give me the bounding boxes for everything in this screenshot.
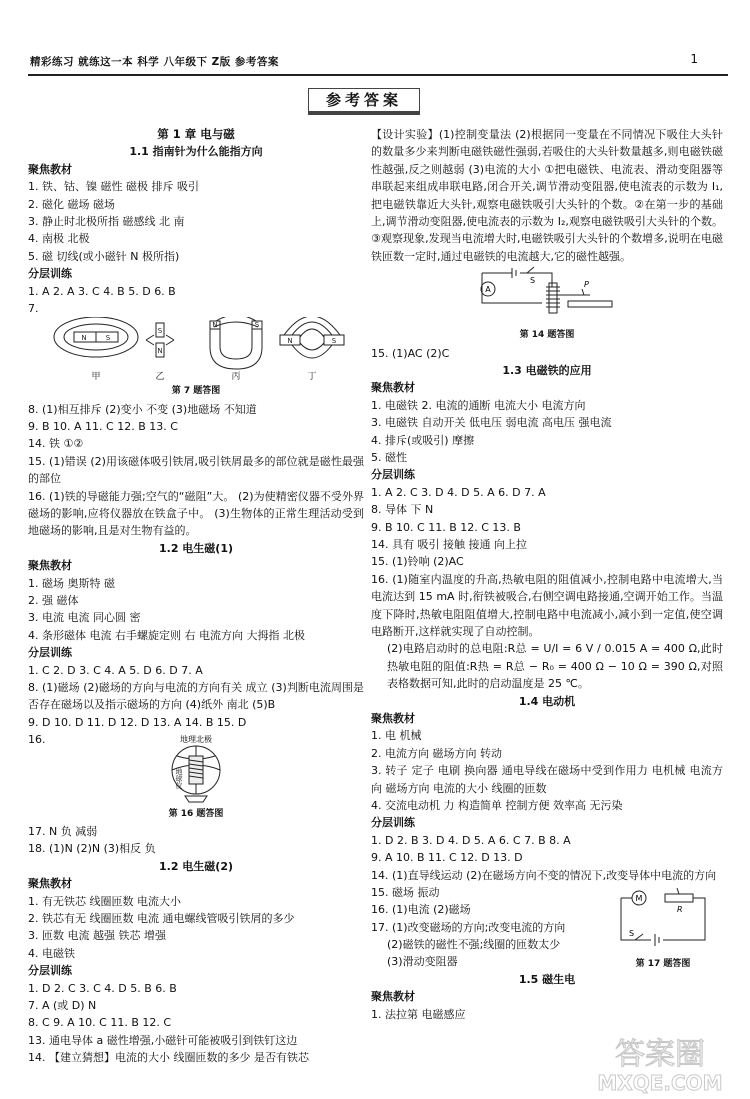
answer-line: 15. (1)错误 (2)用该磁体吸引铁屑,吸引铁屑最多的部位就是磁性最强的部位 bbox=[28, 454, 364, 486]
answer-line: 5. 磁性 bbox=[371, 450, 407, 464]
answer-line: 9. D 10. D 11. D 12. D 13. A 14. B 15. D bbox=[28, 715, 247, 729]
answer-line: 1. 法拉第 电磁感应 bbox=[371, 1007, 466, 1021]
answer-line: 15. 磁场 振动 bbox=[371, 885, 440, 899]
answer-line: 7. A (或 D) N bbox=[28, 998, 97, 1012]
figure-label-yi: 乙 bbox=[155, 372, 165, 383]
chapter-title: 第 1 章 电与磁 bbox=[157, 127, 235, 141]
pole-label: N bbox=[212, 321, 218, 330]
answer-line: (2)磁铁的磁性不强;线圈的匝数太少 bbox=[387, 938, 561, 952]
subheading: 聚焦教材 bbox=[28, 162, 72, 176]
section-title: 1.3 电磁铁的应用 bbox=[502, 364, 592, 378]
answer-line: (2)电路启动时的总电阻:R总 = U/I = 6 V / 0.015 A = 400 Ω,此时热敏电阻的阻值:R热 = R总 − R₀ = 400 Ω − 10 Ω = 390 Ω,对照表格数据可知,此时的启动温度是 25 ℃。 bbox=[387, 642, 723, 691]
pole-label: S bbox=[254, 321, 260, 330]
answer-line: 3. 转子 定子 电刷 换向器 通电导线在磁场中受到作用力 电机械 电流方向 磁场方向 电流的大小 线圈的匝数 bbox=[371, 764, 723, 795]
answer-line: 5. 磁 切线(或小磁针 N 极所指) bbox=[28, 249, 180, 263]
answer-line: 15. (1)AC (2)C bbox=[371, 346, 450, 360]
subheading: 聚焦教材 bbox=[28, 877, 72, 891]
answer-line: 4. 南极 北极 bbox=[28, 232, 90, 246]
subheading: 聚焦教材 bbox=[371, 711, 415, 725]
answer-line: 14. 具有 吸引 接触 接通 向上拉 bbox=[371, 537, 527, 551]
switch-label: S bbox=[629, 928, 635, 938]
pole-label: N bbox=[287, 337, 293, 346]
answer-line: 14. 铁 ①② bbox=[28, 437, 84, 451]
answer-line: 3. 匝数 电流 越强 铁芯 增强 bbox=[28, 929, 166, 943]
answer-line: 8. (1)磁场 (2)磁场的方向与电流的方向有关 成立 (3)判断电流周围是否存在磁场以及指示磁场的方向 (4)纸外 南北 (5)B bbox=[28, 681, 364, 712]
motor-circuit-figure bbox=[611, 884, 715, 954]
answer-line: 16. bbox=[28, 733, 46, 747]
answer-line: 2. 磁化 磁场 磁场 bbox=[28, 197, 115, 211]
page-title: 参考答案 bbox=[308, 88, 420, 115]
answer-line: 1. 电 机械 bbox=[371, 729, 422, 743]
section-title: 1.2 电生磁(1) bbox=[158, 541, 234, 555]
answer-line: 18. (1)N (2)N (3)相反 负 bbox=[28, 842, 156, 856]
answer-line: 16. (1)电流 (2)磁场 bbox=[371, 903, 471, 917]
motor-label: M bbox=[635, 893, 643, 903]
answer-line: 4. 条形磁体 电流 右手螺旋定则 右 电流方向 大拇指 北极 bbox=[28, 628, 305, 642]
running-header: 精彩练习 就练这一本 科学 八年级下 Z版 参考答案 bbox=[30, 56, 279, 68]
pole-label: N bbox=[157, 347, 163, 356]
switch-label: S bbox=[530, 276, 536, 286]
pole-label: S bbox=[157, 327, 163, 336]
subheading: 分层训练 bbox=[28, 267, 72, 281]
figure-caption: 第 14 题答图 bbox=[519, 330, 575, 341]
answer-line: 9. B 10. A 11. C 12. B 13. C bbox=[28, 420, 178, 434]
watermark-url: MXQE.COM bbox=[597, 1071, 723, 1095]
answer-line: 3. 电磁铁 自动开关 低电压 弱电流 高电压 强电流 bbox=[371, 416, 612, 430]
answer-line: 2. 电流方向 磁场方向 转动 bbox=[371, 746, 502, 760]
answer-line: 8. 导体 下 N bbox=[371, 503, 434, 517]
figure-label-jia: 甲 bbox=[91, 372, 101, 383]
subheading: 聚焦教材 bbox=[28, 559, 72, 573]
section-title: 1.5 磁生电 bbox=[518, 972, 576, 986]
figure-caption: 第 16 题答图 bbox=[168, 808, 224, 819]
figure-label: 地理北极 bbox=[180, 734, 212, 744]
figure-caption: 第 17 题答图 bbox=[635, 958, 691, 969]
figure-label-ding: 丁 bbox=[307, 372, 317, 383]
slider-label: P bbox=[584, 280, 589, 290]
answer-line: 1. D 2. B 3. D 4. D 5. A 6. C 7. B 8. A bbox=[371, 833, 571, 847]
answer-line: 16. (1)随室内温度的升高,热敏电阻的阻值减小,控制电路中电流增大,当电流达到 15 mA 时,衔铁被吸合,右侧空调电路接通,空调开始工作。当温度下降时,热敏电阻阻值增大,控制电路中电流减小,减小到一定值,使空调电路断开,这样就实现了自动控制。 bbox=[371, 572, 723, 638]
globe-figure bbox=[131, 732, 261, 806]
answer-line: 2. 铁芯有无 线圈匝数 电流 通电螺线管吸引铁屑的多少 bbox=[28, 911, 295, 925]
subheading: 分层训练 bbox=[371, 468, 415, 482]
answer-line: 14. 【建立猜想】电流的大小 线圈匝数的多少 是否有铁芯 bbox=[28, 1051, 309, 1065]
answer-line: 4. 电磁铁 bbox=[28, 946, 75, 960]
figure-label: 地球仪 bbox=[175, 767, 183, 789]
answer-line: 3. 静止时北极所指 磁感线 北 南 bbox=[28, 214, 185, 228]
header-rule bbox=[28, 74, 728, 76]
answer-line: 9. B 10. C 11. B 12. C 13. B bbox=[371, 520, 521, 534]
answer-line: 1. 有无铁芯 线圈匝数 电流大小 bbox=[28, 894, 181, 908]
answer-line: 4. 交流电动机 力 构造简单 控制方便 效率高 无污染 bbox=[371, 798, 623, 812]
subheading: 聚焦教材 bbox=[371, 381, 415, 395]
figure-caption: 第 7 题答图 bbox=[171, 386, 221, 397]
answer-line: 16. (1)铁的导磁能力强;空气的“磁阻”大。 (2)为使精密仪器不受外界磁场的影响,应将仪器放在铁盒子中。 (3)生物体的正常生理活动受到地磁场的影响,且是对生物有益的。 bbox=[28, 489, 364, 538]
answer-line: 17. N 负 减弱 bbox=[28, 825, 98, 838]
answer-line: 3. 电流 电流 同心圆 密 bbox=[28, 611, 141, 625]
answer-line: 2. 强 磁体 bbox=[28, 594, 79, 608]
pole-label: S bbox=[331, 337, 337, 346]
subheading: 分层训练 bbox=[28, 646, 72, 660]
magnetic-field-figure bbox=[28, 317, 364, 383]
answer-line: 1. 铁、钴、镍 磁性 磁极 排斥 吸引 bbox=[28, 180, 199, 194]
answer-line: 15. (1)铃响 (2)AC bbox=[371, 555, 464, 569]
answer-line: 13. 通电导体 a 磁性增强,小磁针可能被吸引到铁钉这边 bbox=[28, 1033, 298, 1047]
answer-line: 1. A 2. C 3. D 4. D 5. A 6. D 7. A bbox=[371, 485, 546, 499]
subheading: 聚焦教材 bbox=[371, 990, 415, 1004]
rheostat-label: R bbox=[677, 904, 683, 914]
pole-label: N bbox=[81, 334, 87, 343]
section-title: 1.2 电生磁(2) bbox=[158, 859, 234, 873]
right-column bbox=[371, 126, 723, 1023]
watermark-logo bbox=[580, 1030, 740, 1096]
answer-line: 1. D 2. C 3. C 4. D 5. B 6. B bbox=[28, 981, 177, 995]
figure-label-bing: 丙 bbox=[231, 372, 241, 383]
section-title: 1.1 指南针为什么能指方向 bbox=[129, 145, 263, 159]
page-number: 1 bbox=[690, 52, 698, 66]
answer-line: 14. (1)直导线运动 (2)在磁场方向不变的情况下,改变导体中电流的方向 bbox=[371, 868, 717, 882]
left-column bbox=[28, 126, 364, 1066]
answer-line: 7. bbox=[28, 301, 39, 315]
answer-line: 8. C 9. A 10. C 11. B 12. C bbox=[28, 1016, 172, 1030]
answer-line: 8. (1)相互排斥 (2)变小 不变 (3)地磁场 不知道 bbox=[28, 402, 257, 416]
watermark-text: 答案圈 bbox=[615, 1037, 705, 1072]
q15-17-block bbox=[371, 884, 723, 971]
answer-line: 1. 电磁铁 2. 电流的通断 电流大小 电流方向 bbox=[371, 398, 586, 412]
answer-line: 9. A 10. B 11. C 12. D 13. D bbox=[371, 851, 523, 865]
pole-label: S bbox=[105, 334, 111, 343]
answer-line: (3)滑动变阻器 bbox=[387, 955, 458, 969]
electromagnet-circuit-figure bbox=[472, 265, 622, 327]
section-title: 1.4 电动机 bbox=[518, 694, 576, 708]
subheading: 分层训练 bbox=[28, 964, 72, 978]
answer-line: 4. 排斥(或吸引) 摩擦 bbox=[371, 433, 475, 447]
subheading: 分层训练 bbox=[371, 816, 415, 830]
ammeter-label: A bbox=[485, 285, 491, 295]
answer-line: 1. C 2. D 3. C 4. A 5. D 6. D 7. A bbox=[28, 663, 203, 677]
answer-line: 1. 磁场 奥斯特 磁 bbox=[28, 576, 115, 590]
answer-line: 1. A 2. A 3. C 4. B 5. D 6. B bbox=[28, 284, 176, 298]
answer-line: 17. (1)改变磁场的方向;改变电流的方向 bbox=[371, 920, 566, 934]
answer-paragraph: 【设计实验】(1)控制变量法 (2)根据同一变量在不同情况下吸住大头针的数量多少来判断电磁铁磁性强弱,若吸住的大头针数量越多,则电磁铁磁性越强,反之则越弱 (3)电流的大小 ①把电磁铁、电流表、滑动变阻器等串联起来组成串联电路,闭合开关,调节滑动变阻器,使电流表的示数为 I₁,把电磁铁靠近大头针,观察电磁铁吸引大头针的个数。②在第一步的基础上,调节滑动变阻器,使电流表的示数为 I₂,观察电磁铁吸引大头针的个数。③观察现象,发现当电流增大时,电磁铁吸引大头针的个数增多,说明在电磁铁匝数一定时,通过电磁铁的电流越大,它的磁性越强。 bbox=[371, 128, 723, 263]
